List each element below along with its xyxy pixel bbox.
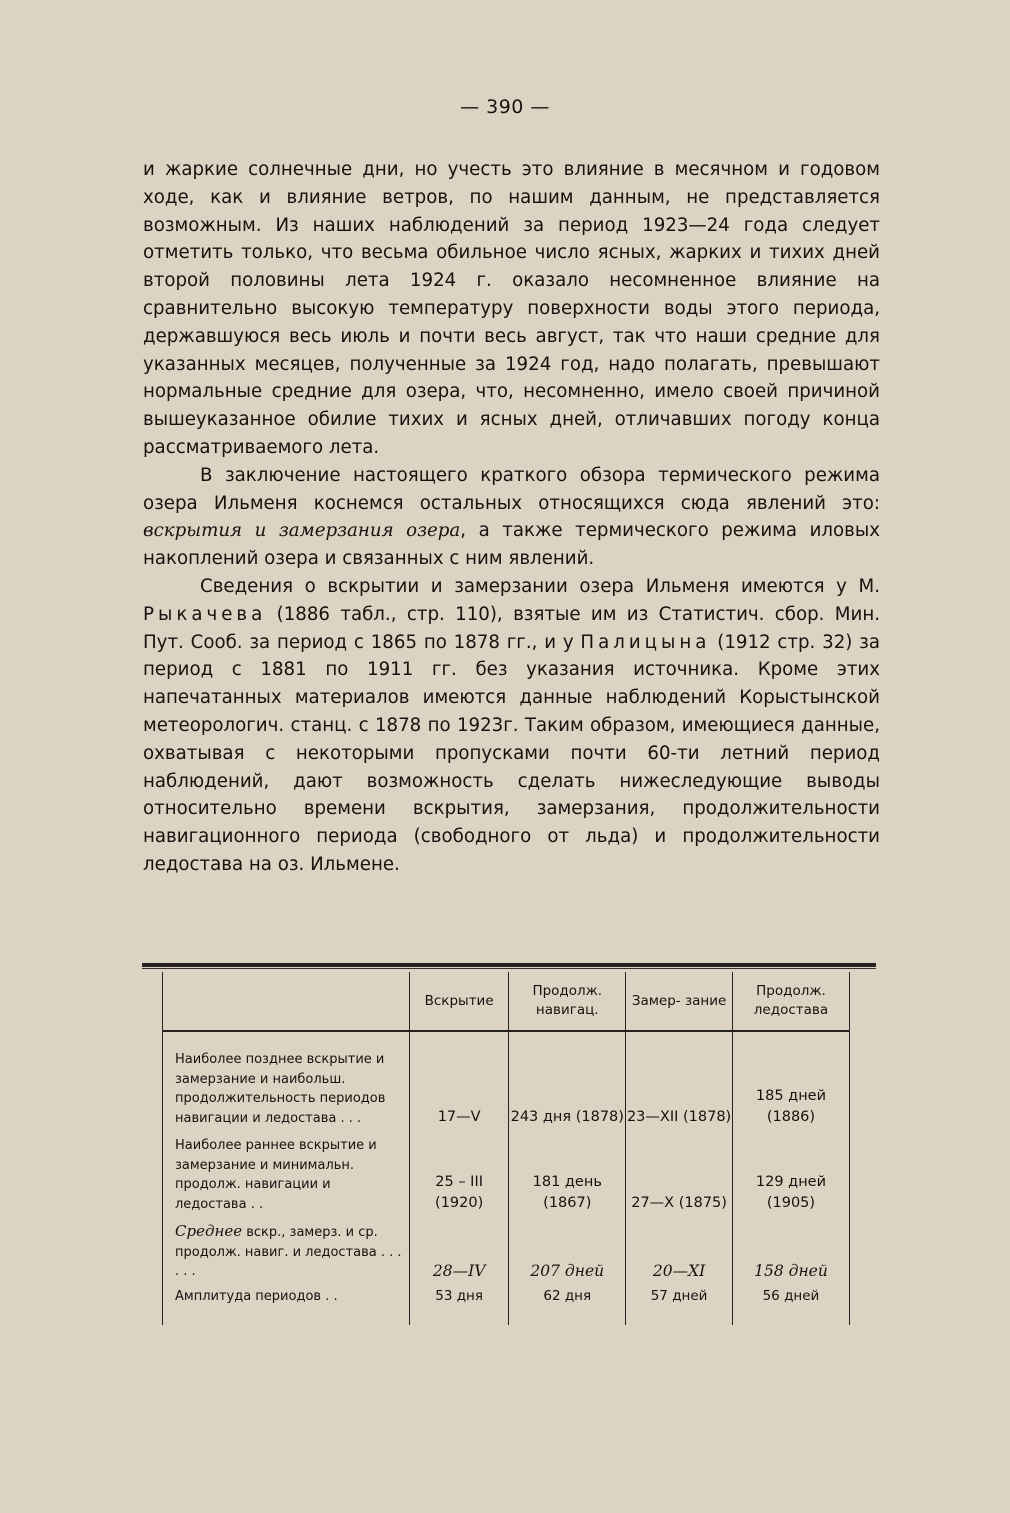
header-cell-empty bbox=[163, 972, 410, 1031]
header-cell-freezing: Замер- зание bbox=[626, 972, 733, 1031]
table-cell: 57 дней bbox=[626, 1286, 733, 1325]
row-label: Амплитуда периодов . . bbox=[163, 1286, 410, 1325]
table-cell: 243 дня (1878) bbox=[509, 1031, 626, 1136]
row-label-rest: вскр., замерз. и ср. продолж. навиг. и ледостава . . . . . . bbox=[175, 1225, 402, 1279]
table-header-row bbox=[163, 972, 850, 1031]
table-cell: 181 день (1867) bbox=[509, 1136, 626, 1222]
table-cell: 56 дней bbox=[732, 1286, 849, 1325]
table-cell: 62 дня bbox=[509, 1286, 626, 1325]
row-label: Наиболее позднее вскрытие и замерзание и наибольш. продолжительность периодов навигации и ледостава . . . bbox=[163, 1031, 410, 1136]
table-row bbox=[163, 1286, 850, 1325]
table-cell: 53 дня bbox=[409, 1286, 508, 1325]
paragraph-2-italic: вскрытия и замерзания озера bbox=[143, 520, 461, 542]
table-cell: 158 дней bbox=[732, 1222, 849, 1286]
table-cell: 129 дней (1905) bbox=[732, 1136, 849, 1222]
row-label-italic: Среднее bbox=[175, 1222, 243, 1240]
table-row bbox=[163, 1136, 850, 1222]
header-cell-icecover: Продолж. ледостава bbox=[732, 972, 849, 1031]
paragraph-3 bbox=[143, 573, 880, 879]
author-palitsyn: Палицына bbox=[580, 631, 711, 653]
row-label bbox=[163, 1222, 410, 1286]
paragraph-3-a: Сведения о вскрытии и замерзании озера Ильменя имеются у М. bbox=[200, 575, 880, 597]
paragraph-3-c: (1912 стр. 32) за период с 1881 по 1911 гг. без указания источника. Кроме этих напечатанных материалов имеются данные наблюдений Корыстынской метеорологич. станц. с 1878 по 1923г. Таким образом, имеющиеся данные, охватывая с некоторыми пропусками почти 60-ти летний период наблюдений, дают возможность сделать нижеследующие выводы относительно времени вскрытия, замерзания, продолжительности навигационного периода (свободного от льда) и продолжительности ледостава на оз. Ильмене. bbox=[143, 631, 880, 875]
table-cell: 207 дней bbox=[509, 1222, 626, 1286]
table-cell: 17—V bbox=[409, 1031, 508, 1136]
header-cell-opening: Вскрытие bbox=[409, 972, 508, 1031]
table-top-rule-thin bbox=[142, 968, 876, 969]
row-label: Наиболее раннее вскрытие и замерзание и минимальн. продолж. навигации и ледостава . . bbox=[163, 1136, 410, 1222]
table-cell: 20—XI bbox=[626, 1222, 733, 1286]
author-rykachev: Рыкачева bbox=[143, 603, 267, 625]
paragraph-2-start: В заключение настоящего краткого обзора термического режима озера Ильменя коснемся остальных относящихся сюда явлений это: bbox=[143, 464, 880, 514]
table-row bbox=[163, 1031, 850, 1136]
paragraph-2 bbox=[143, 462, 880, 573]
table-cell: 25 – III (1920) bbox=[409, 1136, 508, 1222]
body-text bbox=[143, 156, 880, 879]
table-cell: 185 дней (1886) bbox=[732, 1031, 849, 1136]
paragraph-2-end: , а также термического режима иловых накоплений озера и связанных с ним явлений. bbox=[143, 520, 881, 570]
paragraph-1: и жаркие солнечные дни, но учесть это влияние в месячном и годовом ходе, как и влияние ветров, по нашим данным, не представляется возможным. Из наших наблюдений за период 1923—24 года следует отметить только, что весьма обильное число ясных, жарких и тихих дней второй половины лета 1924 г. оказало несомненное влияние на сравнительно высокую температуру поверхности воды этого периода, державшуюся весь июль и почти весь август, так что наши средние для указанных месяцев, полученные за 1924 год, надо полагать, превышают нормальные средние для озера, что, несомненно, имело своей причиной вышеуказанное обилие тихих и ясных дней, отличавших погоду конца рассматриваемого лета. bbox=[143, 159, 880, 458]
table-cell: 27—X (1875) bbox=[626, 1136, 733, 1222]
table-cell: 28—IV bbox=[409, 1222, 508, 1286]
table-cell: 23—XII (1878) bbox=[626, 1031, 733, 1136]
table-row bbox=[163, 1222, 850, 1286]
page-number: — 390 — bbox=[460, 96, 550, 118]
table-top-rule bbox=[142, 963, 876, 967]
paragraph-3-b: (1886 табл., стр. 110), взятые им из Статистич. сбор. Мин. Пут. Сооб. за период с 1865 по 1878 гг., и у bbox=[143, 603, 880, 653]
header-cell-navigation: Продолж. навигац. bbox=[509, 972, 626, 1031]
ice-data-table bbox=[162, 972, 850, 1325]
